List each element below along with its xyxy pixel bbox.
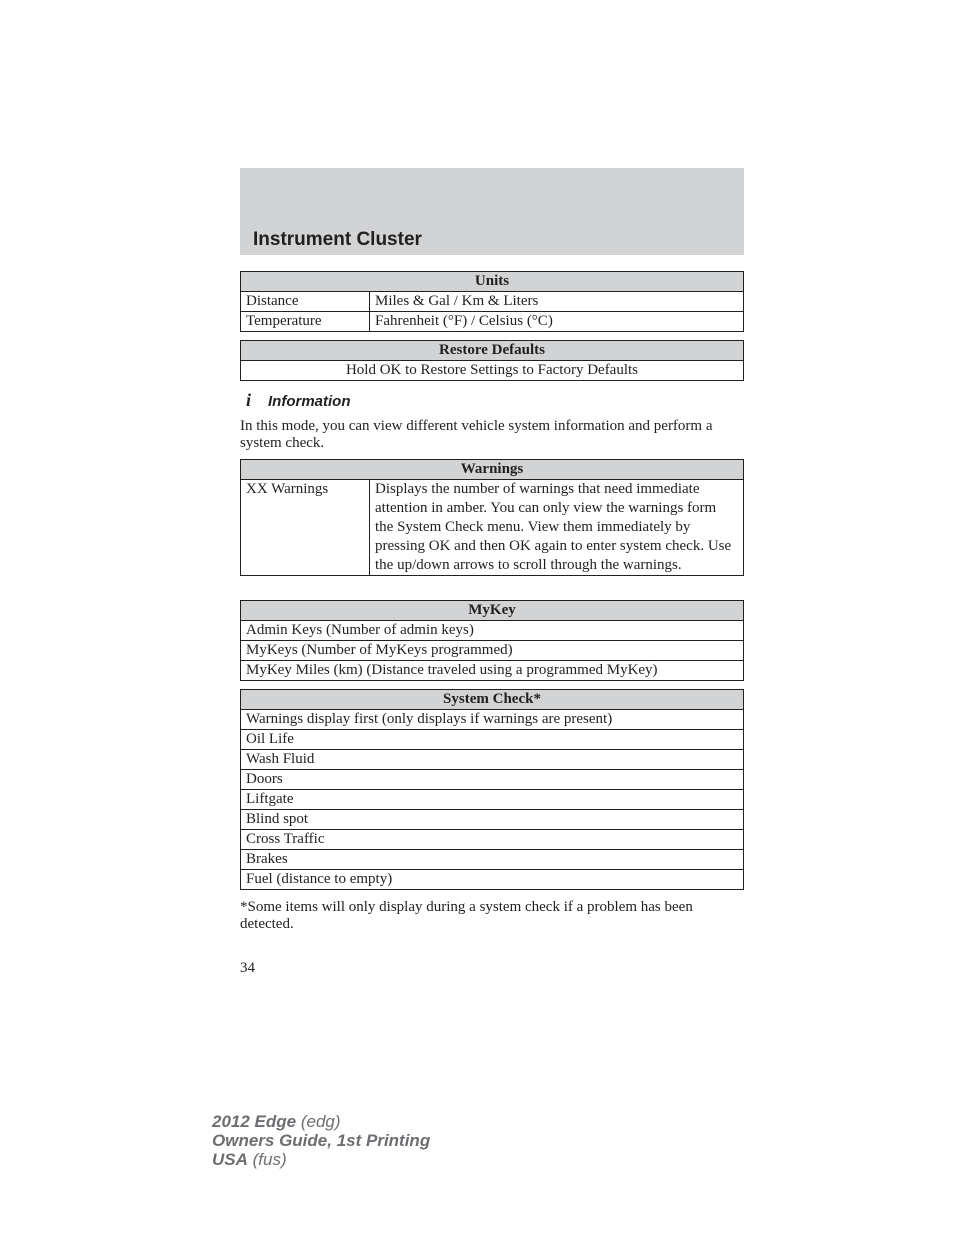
units-row-label: Temperature — [241, 312, 370, 332]
system-check-row: Wash Fluid — [241, 750, 744, 770]
mykey-row: Admin Keys (Number of admin keys) — [241, 621, 744, 641]
information-subheading — [246, 390, 351, 411]
system-check-row: Liftgate — [241, 790, 744, 810]
table-row — [241, 641, 744, 661]
mykey-table — [240, 600, 744, 681]
footer-line-3 — [212, 1150, 430, 1169]
restore-row: Hold OK to Restore Settings to Factory Defaults — [241, 361, 744, 381]
footnote: *Some items will only display during a system check if a problem has been detected. — [240, 899, 693, 932]
table-row — [241, 480, 744, 576]
restore-defaults-table — [240, 340, 744, 381]
table-row — [241, 790, 744, 810]
table-row — [241, 830, 744, 850]
warnings-table-heading: Warnings — [241, 460, 744, 480]
system-check-row: Oil Life — [241, 730, 744, 750]
mykey-table-heading: MyKey — [241, 601, 744, 621]
information-intro: In this mode, you can view different vehicle system information and perform a system check. — [240, 418, 713, 451]
footer-model: 2012 Edge — [212, 1112, 297, 1131]
footer-region-code: (fus) — [247, 1150, 287, 1169]
table-row — [241, 870, 744, 890]
system-check-row: Fuel (distance to empty) — [241, 870, 744, 890]
system-check-row: Doors — [241, 770, 744, 790]
information-title: Information — [268, 393, 351, 410]
restore-table-heading: Restore Defaults — [241, 341, 744, 361]
mykey-row: MyKeys (Number of MyKeys programmed) — [241, 641, 744, 661]
table-row — [241, 770, 744, 790]
section-header-band — [240, 168, 744, 255]
system-check-table — [240, 689, 744, 890]
footer-model-code: (edg) — [296, 1112, 341, 1131]
system-check-row: Brakes — [241, 850, 744, 870]
mykey-row: MyKey Miles (km) (Distance traveled using a programmed MyKey) — [241, 661, 744, 681]
table-row — [241, 661, 744, 681]
table-row — [241, 750, 744, 770]
system-check-row: Blind spot — [241, 810, 744, 830]
document-footer — [212, 1112, 430, 1169]
units-table-heading: Units — [241, 272, 744, 292]
table-row — [241, 810, 744, 830]
table-row — [241, 292, 744, 312]
table-row — [241, 850, 744, 870]
units-row-value: Miles & Gal / Km & Liters — [370, 292, 744, 312]
section-title: Instrument Cluster — [253, 229, 422, 250]
units-row-label: Distance — [241, 292, 370, 312]
page-number: 34 — [240, 960, 255, 976]
footer-region: USA — [212, 1150, 248, 1169]
table-row — [241, 710, 744, 730]
warnings-row-label: XX Warnings — [241, 480, 370, 576]
table-row — [241, 621, 744, 641]
system-check-row: Cross Traffic — [241, 830, 744, 850]
system-check-table-heading: System Check* — [241, 690, 744, 710]
units-row-value: Fahrenheit (°F) / Celsius (°C) — [370, 312, 744, 332]
information-icon: i — [246, 390, 252, 410]
footer-line-1 — [212, 1112, 430, 1131]
units-table — [240, 271, 744, 332]
warnings-table — [240, 459, 744, 576]
table-row — [241, 312, 744, 332]
table-row — [241, 361, 744, 381]
footer-line-2: Owners Guide, 1st Printing — [212, 1131, 431, 1150]
table-row — [241, 730, 744, 750]
warnings-row-description: Displays the number of warnings that need immediate attention in amber. You can only view the warnings form the System Check menu. View them immediately by pressing OK and then OK again to enter system check. Use the up/down arrows to scroll through the warnings. — [370, 480, 744, 576]
system-check-row: Warnings display first (only displays if warnings are present) — [241, 710, 744, 730]
